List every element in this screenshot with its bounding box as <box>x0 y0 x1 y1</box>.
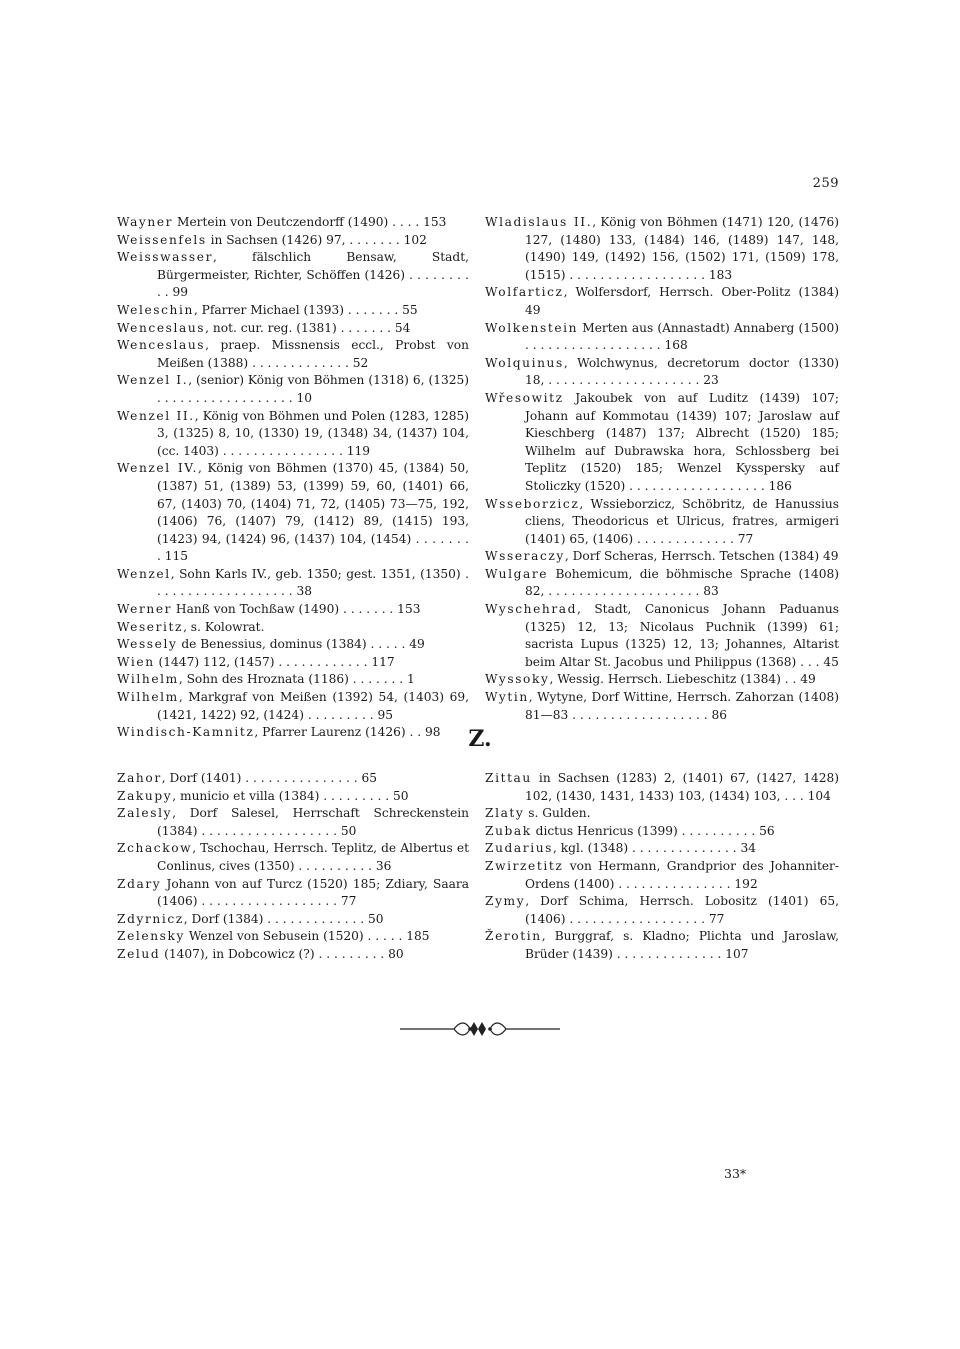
index-entry <box>485 928 839 963</box>
entry-headword: Wolkenstein <box>485 320 579 335</box>
entry-headword: Wyssoky <box>485 672 550 687</box>
entry-headword: Weissenfels <box>117 232 207 247</box>
entry-headword: Wsseborzicz <box>485 496 580 511</box>
index-entry <box>117 946 469 964</box>
index-entry <box>117 671 469 689</box>
index-column-bottom-right <box>485 770 839 964</box>
entry-headword: Zittau <box>485 771 532 785</box>
entry-text: (1447) 112, (1457) . . . . . . . . . . . . 117 <box>154 654 395 669</box>
entry-headword: Wayner <box>117 215 174 229</box>
section-letter: Z. <box>468 726 492 752</box>
entry-text: Merten aus (Annastadt) Annaberg (1500) . . . . . . . . . . . . . . . . . . 168 <box>525 320 839 353</box>
signature-mark: 33* <box>724 1166 747 1181</box>
index-entry <box>117 876 469 911</box>
entry-text: , Wolfersdorf, Herrsch. Ober-Politz (1384) 49 <box>525 285 839 317</box>
index-entry <box>117 249 469 302</box>
index-entry <box>117 928 469 946</box>
entry-text: , Dorf Salesel, Herrschaft Schreckenstein (1384) . . . . . . . . . . . . . . . . . . 50 <box>157 806 469 838</box>
entry-headword: Zelensky <box>117 929 185 944</box>
entry-headword: Wenzel IV. <box>117 461 199 476</box>
entry-headword: Zahor <box>117 771 162 785</box>
entry-text: Hanß von Tochßaw (1490) . . . . . . . 153 <box>172 602 421 617</box>
entry-text: Mertein von Deutczendorff (1490) . . . . 153 <box>173 215 447 229</box>
index-column-bottom-left <box>117 770 469 964</box>
entry-text: , Wssieborzicz, Schöbritz, de Hanussius cliens, Theodoricus et Ulricus, fratres, armigeri (1401) 65, (1406) . . . . . . . . . . . . . 77 <box>525 496 839 546</box>
entry-text: , Tschochau, Herrsch. Teplitz, de Albertus et Conlinus, cives (1350) . . . . . . . . . . 36 <box>157 841 469 873</box>
index-entry <box>117 214 469 232</box>
entry-headword: Zymy <box>485 894 526 909</box>
entry-text: Johann von auf Turcz (1520) 185; Zdiary, Saara (1406) . . . . . . . . . . . . . . . . . . 77 <box>157 876 469 909</box>
entry-text: , not. cur. reg. (1381) . . . . . . . 54 <box>205 320 411 335</box>
entry-headword: Wolfarticz <box>485 285 564 300</box>
index-entry <box>117 619 469 637</box>
entry-text: in Sachsen (1426) 97, . . . . . . . 102 <box>206 232 427 247</box>
entry-headword: Wien <box>117 654 155 669</box>
entry-text: von Hermann, Grandprior des Johanniter-Ordens (1400) . . . . . . . . . . . . . . . 192 <box>525 858 839 891</box>
entry-text: , fälschlich Bensaw, Stadt, Bürgermeister, Richter, Schöffen (1426) . . . . . . . . . . 99 <box>157 250 469 300</box>
entry-text: Wenzel von Sebusein (1520) . . . . . 185 <box>184 929 430 944</box>
index-entry <box>117 337 469 372</box>
entry-headword: Zubak <box>485 823 532 838</box>
entry-text: , Pfarrer Laurenz (1426) . . 98 <box>254 725 441 740</box>
entry-headword: Zalesly <box>117 806 173 821</box>
entry-headword: Werner <box>117 602 173 617</box>
entry-headword: Wessely <box>117 637 178 652</box>
index-column-top-left <box>117 214 469 742</box>
entry-text: , Burggraf, s. Kladno; Plichta und Jaroslaw, Brüder (1439) . . . . . . . . . . . . . . 107 <box>525 929 839 961</box>
entry-headword: Wladislaus II. <box>485 215 593 229</box>
index-entry <box>117 911 469 929</box>
index-entry <box>485 284 839 319</box>
entry-headword: Zchackow <box>117 841 193 856</box>
index-entry <box>485 320 839 355</box>
index-entry <box>117 689 469 724</box>
entry-text: in Sachsen (1283) 2, (1401) 67, (1427, 1428) 102, (1430, 1431, 1433) 103, (1434) 103, . . . 104 <box>525 771 839 803</box>
entry-text: , Pfarrer Michael (1393) . . . . . . . 55 <box>193 302 418 317</box>
entry-headword: Weisswasser <box>117 250 213 265</box>
index-entry <box>117 408 469 461</box>
index-entry <box>485 770 839 805</box>
index-entry <box>485 805 839 823</box>
index-entry <box>485 893 839 928</box>
index-entry <box>117 636 469 654</box>
index-entry <box>485 840 839 858</box>
entry-text: , Wytyne, Dorf Wittine, Herrsch. Zahorzan (1408) 81—83 . . . . . . . . . . . . . . . . . . 86 <box>525 690 839 722</box>
page-number: 259 <box>812 176 839 191</box>
index-entry <box>117 654 469 672</box>
entry-text: , Dorf Schima, Herrsch. Lobositz (1401) 65, (1406) . . . . . . . . . . . . . . . . . . 77 <box>525 894 839 926</box>
entry-headword: Wenzel I. <box>117 373 189 388</box>
index-entry <box>485 689 839 724</box>
index-entry <box>117 460 469 566</box>
index-entry <box>117 232 469 250</box>
index-entry <box>117 788 469 806</box>
index-entry <box>117 320 469 338</box>
entry-headword: Zakupy <box>117 788 173 803</box>
index-column-top-right <box>485 214 839 724</box>
entry-text: , Dorf Scheras, Herrsch. Tetschen (1384) 49 <box>564 549 839 564</box>
entry-text: s. Gulden. <box>524 806 591 821</box>
entry-headword: Wilhelm <box>117 672 179 687</box>
entry-text: , Wolchwynus, decretorum doctor (1330) 18, . . . . . . . . . . . . . . . . . . . . 23 <box>525 355 839 388</box>
entry-headword: Zudarius <box>485 841 554 856</box>
index-entry <box>485 214 839 284</box>
entry-headword: Wulgare <box>485 566 549 581</box>
entry-text: , praep. Missnensis eccl., Probst von Meißen (1388) . . . . . . . . . . . . . 52 <box>157 338 469 370</box>
entry-text: , Stadt, Canonicus Johann Paduanus (1325) 12, 13; Nicolaus Puchnik (1399) 61; sacrista Lupus (1325) 12, 13; Johannes, Altarist beim Altar St. Jacobus und Philippus (1368) . . . 45 <box>525 602 839 669</box>
index-entry <box>117 840 469 875</box>
index-entry <box>485 671 839 689</box>
entry-text: , kgl. (1348) . . . . . . . . . . . . . . 34 <box>553 841 756 856</box>
entry-headword: Wenzel II. <box>117 408 195 423</box>
entry-text: , König von Böhmen (1370) 45, (1384) 50, (1387) 51, (1389) 53, (1399) 59, 60, (1401) 66, 67, (1403) 70, (1404) 71, 72, (1405) 73—75, 192, (1406) 76, (1407) 79, (1412) 89, (1415) 193, (1423) 94, (1424) 96, (1437) 104, (1454) . . . . . . . . 115 <box>157 461 469 564</box>
entry-text: , König von Böhmen (1471) 120, (1476) 127, (1480) 133, (1484) 146, (1489) 147, 148, (1490) 149, (1492) 156, (1502) 171, (1509) 178, (1515) . . . . . . . . . . . . . . . . . . 183 <box>525 215 839 282</box>
entry-headword: Žerotin <box>485 929 542 944</box>
ornament-divider <box>398 1018 562 1040</box>
index-entry <box>117 302 469 320</box>
index-entry <box>117 372 469 407</box>
entry-headword: Wyschehrad <box>485 602 578 617</box>
entry-text: , Sohn des Hroznata (1186) . . . . . . . 1 <box>178 672 415 687</box>
index-entry <box>485 390 839 496</box>
entry-text: , Markgraf von Meißen (1392) 54, (1403) 69, (1421, 1422) 92, (1424) . . . . . . . . . 95 <box>157 690 469 722</box>
entry-headword: Wřesowitz <box>485 390 564 405</box>
entry-headword: Wilhelm <box>117 690 179 705</box>
index-entry <box>117 770 469 788</box>
index-entry <box>485 601 839 671</box>
entry-headword: Wenzel <box>117 566 171 581</box>
entry-headword: Zwirzetitz <box>485 858 564 873</box>
entry-headword: Weseritz <box>117 619 184 634</box>
index-entry <box>485 823 839 841</box>
entry-text: , municio et villa (1384) . . . . . . . . . 50 <box>172 788 409 803</box>
entry-text: , s. Kolowrat. <box>183 619 265 634</box>
entry-headword: Wolquinus <box>485 355 564 370</box>
entry-headword: Zdary <box>117 876 162 891</box>
entry-text: , Wessig. Herrsch. Liebeschitz (1384) . . 49 <box>549 672 816 687</box>
index-entry <box>485 858 839 893</box>
entry-text: de Benessius, dominus (1384) . . . . . 49 <box>177 637 425 652</box>
entry-text: , Dorf (1384) . . . . . . . . . . . . . 50 <box>183 911 384 926</box>
index-entry <box>485 548 839 566</box>
index-entry <box>485 355 839 390</box>
entry-headword: Wsseraczy <box>485 549 565 564</box>
index-entry <box>485 566 839 601</box>
index-entry <box>117 805 469 840</box>
entry-headword: Zdyrnicz <box>117 911 184 926</box>
entry-headword: Windisch-Kamnitz <box>117 725 255 740</box>
entry-headword: Zlaty <box>485 806 525 821</box>
entry-headword: Weleschin <box>117 302 194 317</box>
entry-text: dictus Henricus (1399) . . . . . . . . . . 56 <box>531 823 775 838</box>
entry-text: , Sohn Karls IV., geb. 1350; gest. 1351, (1350) . . . . . . . . . . . . . . . . . . . 38 <box>157 566 469 599</box>
entry-text: Bohemicum, die böhmische Sprache (1408) 82, . . . . . . . . . . . . . . . . . . . . 83 <box>525 566 839 599</box>
entry-text: (1407), in Dobcowicz (?) . . . . . . . . . 80 <box>160 946 404 961</box>
entry-text: Jakoubek von auf Luditz (1439) 107; Johann auf Kommotau (1439) 107; Jaroslaw auf Kieschberg (1487) 137; Albrecht (1520) 185; Wilhelm auf Dubrawska hora, Schlossberg bei Teplitz (1520) 185; Wenzel Kysspersky auf Stoliczky (1520) . . . . . . . . . . . . . . . . . . 186 <box>525 390 839 493</box>
index-entry <box>117 566 469 601</box>
entry-text: , Dorf (1401) . . . . . . . . . . . . . . . 65 <box>161 771 377 785</box>
entry-text: , (senior) König von Böhmen (1318) 6, (1325) . . . . . . . . . . . . . . . . . . 10 <box>157 373 469 405</box>
entry-text: , König von Böhmen und Polen (1283, 1285) 3, (1325) 8, 10, (1330) 19, (1348) 34, (1437) 104, (cc. 1403) . . . . . . . . . . . . . . . . 119 <box>157 408 469 458</box>
entry-headword: Zelud <box>117 946 161 961</box>
index-entry <box>485 496 839 549</box>
entry-headword: Wenceslaus <box>117 338 206 353</box>
entry-headword: Wenceslaus <box>117 320 206 335</box>
entry-headword: Wytin <box>485 690 529 705</box>
index-entry <box>117 601 469 619</box>
